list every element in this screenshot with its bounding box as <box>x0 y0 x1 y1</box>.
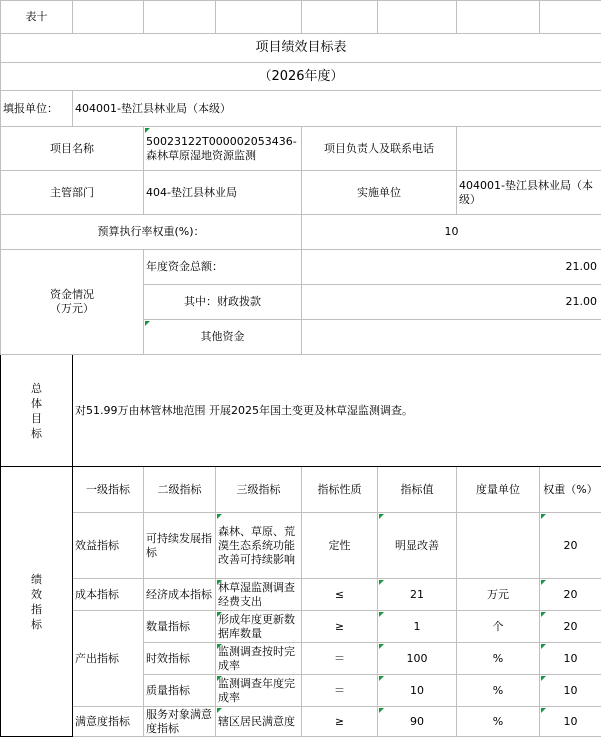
budget-rate-label: 预算执行率权重(%)： <box>1 215 302 250</box>
funds-fiscal-label: 其中：财政拨款 <box>144 285 302 320</box>
cell-value: 90 <box>378 707 457 737</box>
cell-nature: ＝ <box>302 675 378 707</box>
cell-nature: 定性 <box>302 513 378 579</box>
perf-label-text: 绩效指标 <box>30 572 44 632</box>
cell-unit: 万元 <box>457 579 540 611</box>
cell-l1: 产出指标 <box>73 611 144 707</box>
table-row <box>1 611 601 643</box>
empty-cell[interactable] <box>144 1 216 34</box>
table-row <box>1 513 601 579</box>
funds-label <box>1 250 144 355</box>
filler-label: 填报单位： <box>1 91 73 127</box>
cell-l3: 形成年度更新数据库数量 <box>216 611 302 643</box>
dept-label: 主管部门 <box>1 171 144 215</box>
funds-other-label: 其他资金 <box>144 320 302 355</box>
empty-cell[interactable] <box>216 1 302 34</box>
cell-l2: 数量指标 <box>144 611 216 643</box>
header-cell: 权重（%） <box>540 467 601 513</box>
filler-value: 404001-垫江县林业局（本级） <box>73 91 601 127</box>
dept-value: 404-垫江县林业局 <box>144 171 302 215</box>
empty-cell[interactable] <box>540 1 601 34</box>
cell-l1: 满意度指标 <box>73 707 144 737</box>
header-cell: 二级指标 <box>144 467 216 513</box>
cell-l1: 成本指标 <box>73 579 144 611</box>
cell-value: 21 <box>378 579 457 611</box>
cell-unit <box>457 513 540 579</box>
cell-nature: ≤ <box>302 579 378 611</box>
table-title: 项目绩效目标表 <box>1 34 601 63</box>
cell-l3: 辖区居民满意度 <box>216 707 302 737</box>
table-row <box>1 579 601 611</box>
header-cell: 度量单位 <box>457 467 540 513</box>
responsible-label: 项目负责人及联系电话 <box>302 127 457 171</box>
cell-weight: 10 <box>540 707 601 737</box>
cell-l2: 经济成本指标 <box>144 579 216 611</box>
funds-total-value: 21.00 <box>302 250 601 285</box>
cell-l3: 监测调查年度完成率 <box>216 675 302 707</box>
funds-fiscal-value: 21.00 <box>302 285 601 320</box>
impl-value: 404001-垫江县林业局（本级） <box>457 171 601 215</box>
cell-unit: % <box>457 675 540 707</box>
empty-cell[interactable] <box>457 1 540 34</box>
project-name-value: 50023122T000002053436-森林草原湿地资源监测 <box>144 127 302 171</box>
cell-weight: 10 <box>540 675 601 707</box>
cell-value: 1 <box>378 611 457 643</box>
cell-weight: 10 <box>540 643 601 675</box>
cell-value: 明显改善 <box>378 513 457 579</box>
project-name-label: 项目名称 <box>1 127 144 171</box>
cell-l1: 效益指标 <box>73 513 144 579</box>
empty-cell[interactable] <box>378 1 457 34</box>
cell-l2: 可持续发展指标 <box>144 513 216 579</box>
overall-label <box>1 355 73 467</box>
cell-nature: ≥ <box>302 707 378 737</box>
cell-unit: % <box>457 643 540 675</box>
cell-value: 10 <box>378 675 457 707</box>
cell-weight: 20 <box>540 579 601 611</box>
perf-label <box>1 467 73 737</box>
funds-other-value <box>302 320 601 355</box>
budget-rate-value: 10 <box>302 215 601 250</box>
responsible-value <box>457 127 601 171</box>
cell-l3: 森林、草原、荒漠生态系统功能改善可持续影响 <box>216 513 302 579</box>
cell-l2: 时效指标 <box>144 643 216 675</box>
cell-nature: ＝ <box>302 643 378 675</box>
cell-value: 100 <box>378 643 457 675</box>
impl-label: 实施单位 <box>302 171 457 215</box>
empty-cell[interactable] <box>73 1 144 34</box>
cell-l2: 质量指标 <box>144 675 216 707</box>
sheet-label: 表十 <box>1 1 73 34</box>
header-cell: 指标值 <box>378 467 457 513</box>
header-cell: 三级指标 <box>216 467 302 513</box>
cell-l2: 服务对象满意度指标 <box>144 707 216 737</box>
cell-unit: 个 <box>457 611 540 643</box>
overall-value: 对51.99万由林管林地范围 开展2025年国土变更及林草湿监测调查。 <box>73 355 601 467</box>
cell-l3: 监测调查按时完成率 <box>216 643 302 675</box>
table-year: （2026年度） <box>1 63 601 91</box>
header-cell: 指标性质 <box>302 467 378 513</box>
funds-total-label: 年度资金总额： <box>144 250 302 285</box>
overall-label-text: 总体目标 <box>30 381 44 441</box>
funds-label-text: 资金情况（万元） <box>40 288 104 316</box>
cell-weight: 20 <box>540 611 601 643</box>
empty-cell[interactable] <box>302 1 378 34</box>
cell-weight: 20 <box>540 513 601 579</box>
cell-nature: ≥ <box>302 611 378 643</box>
table-row <box>1 707 601 737</box>
cell-l3: 林草湿监测调查经费支出 <box>216 579 302 611</box>
cell-unit: % <box>457 707 540 737</box>
header-cell: 一级指标 <box>73 467 144 513</box>
